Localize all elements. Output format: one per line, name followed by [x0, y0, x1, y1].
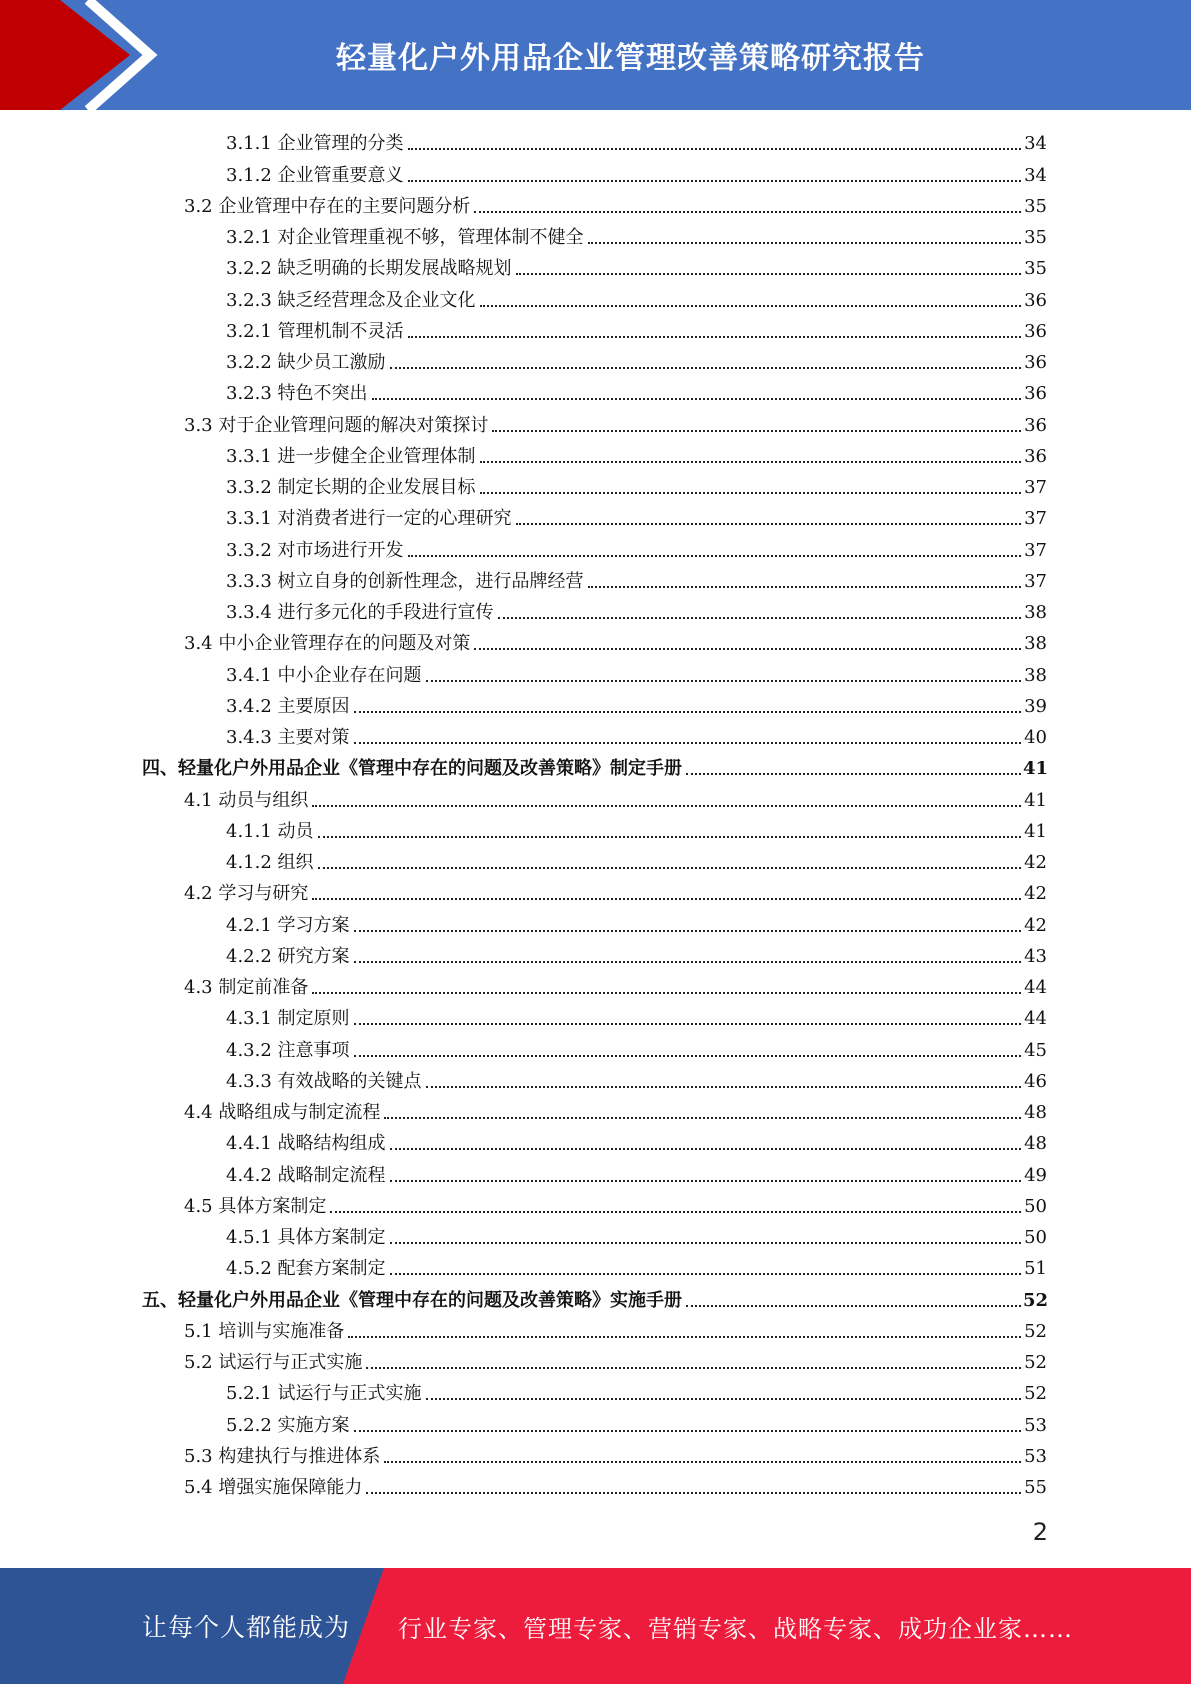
toc-dot-leader [366, 1366, 1021, 1369]
toc-dot-leader [408, 554, 1021, 557]
toc-entry-title: 4.3.2 注意事项 [226, 1039, 350, 1061]
toc-entry[interactable] [0, 909, 1191, 940]
toc-dot-leader [312, 804, 1021, 807]
toc-entry-page: 35 [1024, 195, 1047, 217]
toc-dot-leader [354, 710, 1021, 713]
toc-entry-title: 3.2.3 缺乏经营理念及企业文化 [226, 289, 476, 311]
toc-entry-page: 38 [1024, 633, 1047, 655]
toc-entry-title: 5.2.2 实施方案 [226, 1414, 350, 1436]
toc-entry-page: 48 [1024, 1102, 1047, 1123]
toc-dot-leader [588, 585, 1021, 588]
toc-dot-leader [686, 1304, 1021, 1307]
toc-entry[interactable] [0, 1034, 1191, 1065]
toc-entry-title: 5.3 构建执行与推进体系 [184, 1445, 381, 1467]
toc-entry[interactable] [0, 1003, 1191, 1034]
toc-entry-page: 34 [1024, 164, 1047, 186]
toc-entry-page: 36 [1024, 320, 1047, 342]
toc-entry-page: 52 [1024, 1383, 1047, 1405]
toc-dot-leader [516, 272, 1021, 275]
toc-entry-page: 42 [1024, 914, 1047, 936]
toc-entry-title: 4.5.1 具体方案制定 [226, 1227, 386, 1248]
toc-entry-page: 40 [1024, 727, 1047, 748]
toc-entry-title: 5.2 试运行与正式实施 [184, 1352, 363, 1373]
toc-dot-leader [686, 772, 1021, 775]
toc-entry-title: 4.3.3 有效战略的关键点 [226, 1070, 422, 1092]
toc-dot-leader [354, 960, 1021, 963]
toc-entry-page: 36 [1024, 414, 1047, 436]
toc-dot-leader [348, 1335, 1021, 1338]
toc-entry-page: 43 [1024, 945, 1047, 967]
toc-entry-title: 3.1.1 企业管理的分类 [226, 133, 404, 155]
toc-entry[interactable] [0, 128, 1191, 159]
toc-entry-title: 5.1 培训与实施准备 [184, 1320, 345, 1342]
toc-entry[interactable] [0, 847, 1191, 878]
toc-entry-page: 53 [1024, 1414, 1047, 1436]
toc-dot-leader [474, 210, 1021, 213]
toc-entry-page: 50 [1024, 1195, 1047, 1217]
toc-entry-title: 3.2.2 缺少员工激励 [226, 352, 386, 373]
toc-entry[interactable] [0, 1472, 1191, 1503]
toc-dot-leader [390, 1272, 1021, 1275]
toc-entry-title: 4.4.1 战略结构组成 [226, 1133, 386, 1155]
toc-entry[interactable] [0, 441, 1191, 472]
toc-entry-title: 3.2.3 特色不突出 [226, 383, 368, 405]
toc-entry[interactable] [0, 1378, 1191, 1409]
toc-entry[interactable] [0, 1159, 1191, 1190]
toc-entry-title: 3.3.2 对市场进行开发 [226, 539, 404, 561]
toc-dot-leader [492, 429, 1021, 432]
toc-dot-leader [426, 1397, 1021, 1400]
toc-entry-page: 37 [1024, 508, 1047, 530]
toc-dot-leader [480, 304, 1021, 307]
toc-entry[interactable] [0, 1128, 1191, 1159]
toc-entry-title: 4.2 学习与研究 [184, 883, 309, 905]
toc-dot-leader [318, 835, 1021, 838]
toc-dot-leader [426, 679, 1021, 682]
toc-entry-page: 45 [1024, 1039, 1047, 1061]
toc-entry[interactable] [0, 284, 1191, 315]
toc-entry-title: 4.5 具体方案制定 [184, 1195, 327, 1217]
toc-entry-page: 52 [1024, 1352, 1047, 1373]
toc-entry-title: 4.1 动员与组织 [184, 789, 309, 811]
toc-entry-page: 42 [1024, 852, 1047, 873]
toc-entry[interactable] [0, 191, 1191, 222]
toc-dot-leader [384, 1116, 1021, 1119]
toc-entry[interactable] [0, 472, 1191, 503]
toc-entry-title: 3.3.1 对消费者进行一定的心理研究 [226, 508, 512, 530]
toc-dot-leader [480, 460, 1021, 463]
toc-entry[interactable] [0, 1347, 1191, 1378]
toc-dot-leader [354, 1054, 1021, 1057]
toc-entry[interactable] [0, 1191, 1191, 1222]
toc-entry-page: 48 [1024, 1133, 1047, 1155]
page-footer [0, 1568, 1191, 1684]
toc-entry-title: 3.2.2 缺乏明确的长期发展战略规划 [226, 258, 512, 280]
toc-entry-page: 37 [1024, 539, 1047, 561]
toc-entry-page: 41 [1023, 758, 1049, 780]
toc-entry-title: 3.3.4 进行多元化的手段进行宣传 [226, 602, 494, 623]
toc-dot-leader [408, 179, 1021, 182]
toc-entry-page: 38 [1024, 664, 1047, 686]
toc-dot-leader [390, 1241, 1021, 1244]
toc-entry-title: 4.4.2 战略制定流程 [226, 1164, 386, 1186]
toc-entry[interactable] [0, 253, 1191, 284]
toc-entry-page: 53 [1024, 1445, 1047, 1467]
toc-entry-page: 44 [1024, 1008, 1047, 1030]
toc-entry-page: 52 [1024, 1320, 1047, 1342]
toc-entry-title: 4.1.2 组织 [226, 852, 314, 873]
toc-entry-page: 49 [1024, 1164, 1047, 1186]
toc-entry[interactable] [0, 659, 1191, 690]
toc-dot-leader [474, 647, 1021, 650]
toc-entry-title: 4.3 制定前准备 [184, 977, 309, 998]
report-title: 轻量化户外用品企业管理改善策略研究报告 [336, 41, 925, 76]
table-of-contents [0, 128, 1191, 1503]
toc-entry-page: 37 [1024, 477, 1047, 498]
toc-entry[interactable] [0, 1253, 1191, 1284]
toc-entry[interactable] [0, 597, 1191, 628]
toc-entry-page: 44 [1024, 977, 1047, 998]
toc-entry[interactable] [0, 722, 1191, 753]
toc-entry-title: 5.2.1 试运行与正式实施 [226, 1383, 422, 1405]
toc-entry-title: 五、轻量化户外用品企业《管理中存在的问题及改善策略》实施手册 [142, 1289, 682, 1311]
toc-entry[interactable] [0, 503, 1191, 534]
toc-entry[interactable] [0, 878, 1191, 909]
toc-entry-page: 41 [1024, 789, 1047, 811]
toc-entry[interactable] [0, 566, 1191, 597]
toc-dot-leader [390, 366, 1021, 369]
toc-entry-title: 5.4 增强实施保障能力 [184, 1477, 363, 1498]
page-number: 2 [1032, 1518, 1048, 1546]
toc-entry-page: 51 [1024, 1258, 1047, 1280]
toc-entry[interactable] [0, 1284, 1191, 1315]
toc-entry-title: 4.1.1 动员 [226, 820, 314, 842]
toc-entry-title: 4.3.1 制定原则 [226, 1008, 350, 1030]
toc-dot-leader [384, 1460, 1021, 1463]
toc-dot-leader [318, 866, 1021, 869]
toc-dot-leader [390, 1179, 1021, 1182]
toc-entry-page: 36 [1024, 352, 1047, 373]
toc-entry-title: 3.3.3 树立自身的创新性理念，进行品牌经营 [226, 570, 584, 592]
toc-entry-title: 4.2.1 学习方案 [226, 914, 350, 936]
toc-entry-title: 3.3.2 制定长期的企业发展目标 [226, 477, 476, 498]
toc-entry[interactable] [0, 378, 1191, 409]
toc-dot-leader [426, 1085, 1021, 1088]
toc-dot-leader [354, 1429, 1021, 1432]
toc-entry-title: 3.4.3 主要对策 [226, 727, 350, 748]
toc-entry[interactable] [0, 1097, 1191, 1128]
toc-entry-title: 3.2 企业管理中存在的主要问题分析 [184, 195, 471, 217]
toc-entry-page: 36 [1024, 445, 1047, 467]
toc-dot-leader [408, 147, 1021, 150]
toc-entry[interactable] [0, 972, 1191, 1003]
toc-entry[interactable] [0, 409, 1191, 440]
toc-dot-leader [372, 397, 1021, 400]
toc-entry-title: 3.2.1 对企业管理重视不够，管理体制不健全 [226, 227, 584, 248]
toc-entry-page: 36 [1024, 289, 1047, 311]
toc-entry-title: 3.3 对于企业管理问题的解决对策探讨 [184, 414, 489, 436]
toc-entry-title: 3.4 中小企业管理存在的问题及对策 [184, 633, 471, 655]
toc-entry[interactable] [0, 691, 1191, 722]
toc-dot-leader [588, 241, 1021, 244]
toc-entry-page: 41 [1024, 820, 1047, 842]
toc-dot-leader [390, 1147, 1021, 1150]
toc-entry-page: 52 [1023, 1289, 1049, 1311]
toc-entry[interactable] [0, 1441, 1191, 1472]
toc-entry-title: 4.4 战略组成与制定流程 [184, 1102, 381, 1123]
toc-entry-page: 34 [1024, 133, 1047, 155]
toc-entry[interactable] [0, 1222, 1191, 1253]
toc-dot-leader [516, 522, 1021, 525]
toc-dot-leader [366, 1491, 1021, 1494]
toc-entry[interactable] [0, 628, 1191, 659]
toc-dot-leader [312, 897, 1021, 900]
toc-entry-page: 35 [1024, 227, 1047, 248]
toc-entry[interactable] [0, 753, 1191, 784]
toc-entry-page: 42 [1024, 883, 1047, 905]
toc-entry-page: 38 [1024, 602, 1047, 623]
toc-entry[interactable] [0, 784, 1191, 815]
toc-entry[interactable] [0, 1409, 1191, 1440]
toc-entry-title: 4.2.2 研究方案 [226, 945, 350, 967]
toc-entry[interactable] [0, 222, 1191, 253]
toc-entry-page: 55 [1024, 1477, 1047, 1498]
toc-entry-title: 3.4.2 主要原因 [226, 695, 350, 717]
toc-entry-title: 4.5.2 配套方案制定 [226, 1258, 386, 1280]
toc-entry[interactable] [0, 1316, 1191, 1347]
page-header [0, 0, 1191, 110]
toc-dot-leader [480, 491, 1021, 494]
toc-entry[interactable] [0, 941, 1191, 972]
footer-roles: 行业专家、管理专家、营销专家、战略专家、成功企业家…… [398, 1614, 1073, 1643]
toc-dot-leader [354, 741, 1021, 744]
toc-entry-title: 3.2.1 管理机制不灵活 [226, 320, 404, 342]
toc-dot-leader [354, 1022, 1021, 1025]
toc-entry-title: 3.1.2 企业管重要意义 [226, 164, 404, 186]
toc-entry[interactable] [0, 1066, 1191, 1097]
footer-slogan: 让每个人都能成为 [142, 1613, 351, 1642]
toc-entry[interactable] [0, 347, 1191, 378]
toc-entry[interactable] [0, 534, 1191, 565]
toc-dot-leader [354, 929, 1021, 932]
toc-entry-page: 35 [1024, 258, 1047, 280]
toc-entry[interactable] [0, 816, 1191, 847]
toc-entry-page: 37 [1024, 570, 1047, 592]
toc-dot-leader [312, 991, 1021, 994]
toc-entry-page: 36 [1024, 383, 1047, 405]
toc-entry-title: 3.4.1 中小企业存在问题 [226, 664, 422, 686]
toc-entry-title: 3.3.1 进一步健全企业管理体制 [226, 445, 476, 467]
toc-entry[interactable] [0, 316, 1191, 347]
toc-entry-page: 39 [1024, 695, 1047, 717]
toc-entry-page: 46 [1024, 1070, 1047, 1092]
toc-dot-leader [498, 616, 1021, 619]
toc-dot-leader [330, 1210, 1021, 1213]
toc-entry-page: 50 [1024, 1227, 1047, 1248]
toc-entry[interactable] [0, 159, 1191, 190]
toc-entry-title: 四、轻量化户外用品企业《管理中存在的问题及改善策略》制定手册 [142, 758, 682, 780]
toc-dot-leader [408, 335, 1021, 338]
